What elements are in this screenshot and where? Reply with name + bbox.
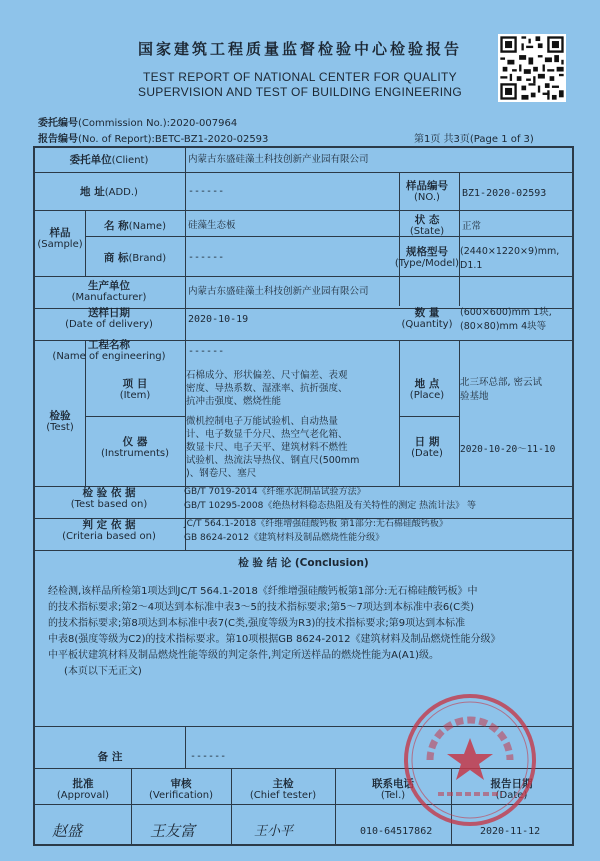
verification-signature: 王友富 xyxy=(150,822,196,840)
client-value: 内蒙古东盛硅藻土科技创新产业园有限公司 xyxy=(188,154,369,165)
commission-label-en: (Commission No.): xyxy=(78,118,170,129)
report-title-en-line1: TEST REPORT OF NATIONAL CENTER FOR QUALITY xyxy=(143,70,457,84)
conclusion-line-1: 经检测,该样品所检第1项达到JC/T 564.1-2018《纤维增强硅酸钙板第1部分:无石棉硅酸钙板》中 xyxy=(48,586,478,597)
date-value: 2020-10-20～11-10 xyxy=(460,444,556,455)
report-date-value: 2020-11-12 xyxy=(480,826,541,837)
item-label: 项 目 (Item) xyxy=(119,378,151,401)
address-label: 地 址(ADD.) xyxy=(80,186,138,198)
item-line-3: 抗冲击强度、燃烧性能 xyxy=(186,396,282,407)
instruments-label: 仪 器 (Instruments) xyxy=(100,436,170,459)
engineering-label: 工程名称 (Name of engineering) xyxy=(52,339,166,362)
test-based-line-1: GB/T 7019-2014《纤维水泥制品试验方法》 xyxy=(184,487,366,497)
conclusion-line-2: 的技术指标要求;第2～4项达到本标准中表3～5的技术指标要求;第5～7项达到本标准中表6(C类) xyxy=(48,602,475,613)
brand-value: ------ xyxy=(188,252,225,263)
criteria-line-1: JC/T 564.1-2018《纤维增强硅酸钙板 第1部分:无石棉硅酸钙板》 xyxy=(184,519,448,529)
instruments-line-3: 数显卡尺、电子天平、建筑材料不燃性 xyxy=(186,442,348,453)
date-label: 日 期 (Date) xyxy=(411,436,443,459)
qr-code-icon xyxy=(496,34,568,102)
sample-no-value: BZ1-2020-02593 xyxy=(462,188,547,199)
remarks-label: 备 注 xyxy=(97,751,123,763)
model-value-line2: D1.1 xyxy=(460,260,483,271)
test-based-line-2: GB/T 10295-2008《绝热材料稳态热阻及有关特性的测定 热流计法》 等 xyxy=(184,501,477,511)
commission-number-line xyxy=(38,114,237,129)
conclusion-line-3: 的技术指标要求;第8项达到本标准中表7(C类,强度等级为R3)的技术指标要求;第9项达到本标准 xyxy=(48,618,466,629)
manufacturer-label: 生产单位 (Manufacturer) xyxy=(71,280,147,303)
report-number-line xyxy=(38,130,268,145)
test-label: 检验 (Test) xyxy=(46,410,74,433)
test-based-label: 检 验 依 据 (Test based on) xyxy=(70,487,148,510)
delivery-value: 2020-10-19 xyxy=(188,314,249,325)
report-title-cn: 国家建筑工程质量监督检验中心检验报告 xyxy=(137,40,462,58)
item-line-1: 石棉成分、形状偏差、尺寸偏差、表观 xyxy=(186,370,348,381)
model-value-line1: (2440×1220×9)mm, xyxy=(460,246,560,257)
remarks-value: ------ xyxy=(190,751,227,762)
criteria-label: 判 定 依 据 (Criteria based on) xyxy=(62,519,156,542)
engineering-value: ------ xyxy=(188,346,225,357)
criteria-line-2: GB 8624-2012《建筑材料及制品燃烧性能分级》 xyxy=(184,533,385,543)
approval-label: 批准 (Approval) xyxy=(56,778,110,801)
conclusion-line-4: 中表8(强度等级为C2)的技术指标要求。第10项根据GB 8624-2012《建筑材料及制品燃烧性能分级》 xyxy=(48,634,501,645)
chief-tester-signature: 王小平 xyxy=(254,824,294,839)
instruments-line-1: 微机控制电子万能试验机、自动热量 xyxy=(186,416,339,427)
report-label-en: (No. of Report): xyxy=(78,134,155,145)
sample-label: 样品 (Sample) xyxy=(37,227,83,250)
verification-label: 审核 (Verification) xyxy=(149,778,213,801)
report-title-en-line2: SUPERVISION AND TEST OF BUILDING ENGINEERING xyxy=(138,85,462,99)
instruments-line-2: 计、电子数显千分尺、热空气老化箱、 xyxy=(186,429,348,440)
name-value: 硅藻生态板 xyxy=(188,220,236,231)
conclusion-heading: 检 验 结 论 (Conclusion) xyxy=(238,557,369,569)
name-label: 名 称(Name) xyxy=(104,220,166,232)
place-line-1: 北三环总部, 密云试 xyxy=(460,377,543,388)
quantity-value-line1: (600×600)mm 1块, xyxy=(460,307,552,318)
model-label: 规格型号 (Type/Model) xyxy=(394,246,460,269)
conclusion-line-5: 中平板状建筑材料及制品燃烧性能等级的判定条件,判定所送样品的燃烧性能为A(A1)级。 xyxy=(48,650,440,661)
conclusion-text xyxy=(48,584,564,680)
approval-signature: 赵盛 xyxy=(52,822,83,840)
quantity-value-line2: (80×80)mm 4块等 xyxy=(460,321,547,332)
commission-label: 委托编号 xyxy=(38,118,78,129)
commission-number: 2020-007964 xyxy=(169,118,238,129)
quantity-label: 数 量 (Quantity) xyxy=(401,307,453,330)
manufacturer-value: 内蒙古东盛硅藻土科技创新产业园有限公司 xyxy=(188,286,369,297)
instruments-line-5: )、钢卷尺、塞尺 xyxy=(186,468,257,479)
item-line-2: 密度、导热系数、湿涨率、抗折强度、 xyxy=(186,383,348,394)
instruments-line-4: 试验机、热流法导热仪、钢直尺(500mm xyxy=(186,455,360,466)
place-label: 地 点 (Place) xyxy=(409,378,445,401)
official-seal-icon xyxy=(400,690,540,830)
chief-tester-label: 主检 (Chief tester) xyxy=(249,778,317,801)
address-value: ------ xyxy=(188,186,225,197)
delivery-label: 送样日期 (Date of delivery) xyxy=(65,307,153,330)
report-date-label: 报告日期 (Date) xyxy=(490,778,533,801)
conclusion-line-6: (本页以下无正文) xyxy=(64,666,142,677)
page-info: 第1页 共3页(Page 1 of 3) xyxy=(414,134,534,145)
place-line-2: 验基地 xyxy=(460,391,489,402)
state-label: 状 态 (State) xyxy=(409,214,445,237)
tel-label: 联系电话 (Tel.) xyxy=(372,778,414,801)
report-label: 报告编号 xyxy=(38,134,78,145)
tel-value: 010-64517862 xyxy=(360,826,433,837)
report-number: BETC-BZ1-2020-02593 xyxy=(154,134,269,145)
state-value: 正常 xyxy=(462,221,482,232)
sample-no-label: 样品编号 (NO.) xyxy=(406,180,448,203)
brand-label: 商 标(Brand) xyxy=(103,252,167,264)
client-label: 委托单位(Client) xyxy=(69,154,149,166)
